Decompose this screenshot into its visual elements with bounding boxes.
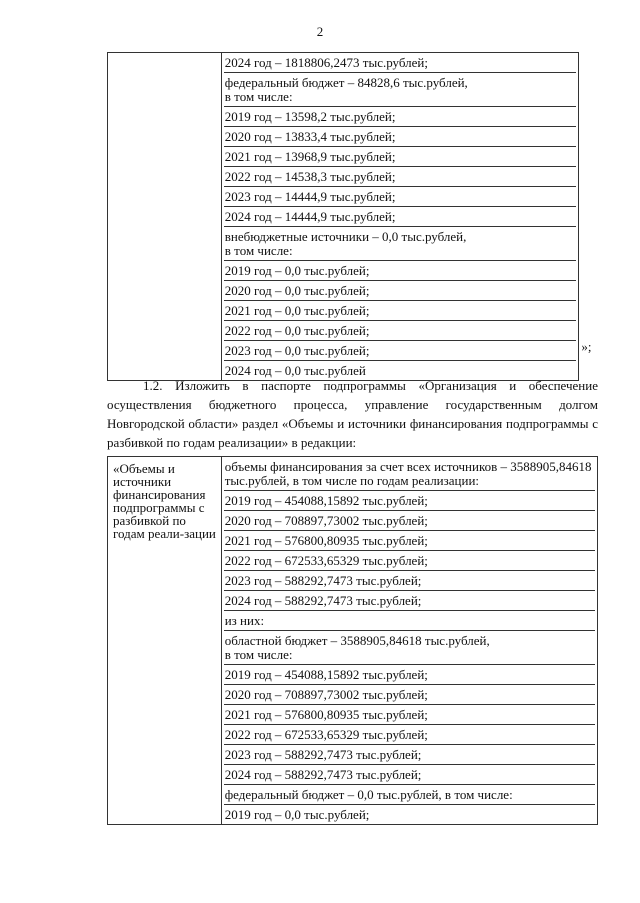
funding-line: 2022 год – 672533,65329 тыс.рублей;: [224, 550, 595, 570]
funding-lines-cell: [221, 457, 597, 825]
funding-line: 2022 год – 672533,65329 тыс.рублей;: [224, 724, 595, 744]
section-label: «Объемы и источники финансирования подпрограммы с разбивкой по годам реали-зации: [113, 461, 216, 541]
funding-line: 2020 год – 0,0 тыс.рублей;: [224, 280, 577, 300]
funding-line: федеральный бюджет – 84828,6 тыс.рублей, в том числе:: [224, 72, 577, 106]
label-cell: [108, 457, 222, 825]
paragraph-text: 1.2. Изложить в паспорте подпрограммы «Организация и обеспечение осуществления бюджетного процесса, управление государственным долгом Новгородской области» раздел «Объемы и источники финансирования подпрограммы с разбивкой по годам реализации» в редакции:: [107, 378, 598, 450]
funding-line: 2021 год – 576800,80935 тыс.рублей;: [224, 704, 595, 724]
funding-line: 2019 год – 13598,2 тыс.рублей;: [224, 106, 577, 126]
funding-line: внебюджетные источники – 0,0 тыс.рублей, в том числе:: [224, 226, 577, 260]
funding-line: 2023 год – 14444,9 тыс.рублей;: [224, 186, 577, 206]
page-number: 2: [316, 24, 324, 39]
funding-line: 2019 год – 0,0 тыс.рублей;: [224, 260, 577, 280]
funding-line: 2024 год – 588292,7473 тыс.рублей;: [224, 590, 595, 610]
funding-line: 2024 год – 588292,7473 тыс.рублей;: [224, 764, 595, 784]
funding-line: 2021 год – 13968,9 тыс.рублей;: [224, 146, 577, 166]
funding-line: 2019 год – 454088,15892 тыс.рублей;: [224, 664, 595, 684]
funding-line: 2022 год – 14538,3 тыс.рублей;: [224, 166, 577, 186]
closing-cell: [579, 53, 598, 381]
funding-line: 2020 год – 708897,73002 тыс.рублей;: [224, 510, 595, 530]
funding-line: 2020 год – 13833,4 тыс.рублей;: [224, 126, 577, 146]
budget-table-new: [107, 456, 598, 825]
funding-line: 2023 год – 0,0 тыс.рублей;: [224, 340, 577, 360]
budget-table-continued: [107, 52, 598, 381]
funding-line: 2022 год – 0,0 тыс.рублей;: [224, 320, 577, 340]
funding-line: 2023 год – 588292,7473 тыс.рублей;: [224, 570, 595, 590]
funding-line: 2021 год – 576800,80935 тыс.рублей;: [224, 530, 595, 550]
funding-line: 2019 год – 0,0 тыс.рублей;: [224, 804, 595, 824]
funding-line: 2021 год – 0,0 тыс.рублей;: [224, 300, 577, 320]
funding-line: 2020 год – 708897,73002 тыс.рублей;: [224, 684, 595, 704]
funding-line: 2024 год – 1818806,2473 тыс.рублей;: [224, 55, 429, 70]
funding-line: 2023 год – 588292,7473 тыс.рублей;: [224, 744, 595, 764]
closing-quote: »;: [581, 338, 592, 354]
funding-lines-cell: [221, 53, 579, 381]
funding-line: из них:: [224, 610, 595, 630]
funding-line: 2024 год – 14444,9 тыс.рублей;: [224, 206, 577, 226]
funding-line: областной бюджет – 3588905,84618 тыс.рублей, в том числе:: [224, 630, 595, 664]
empty-label-cell: [108, 53, 222, 381]
amendment-paragraph: [107, 376, 598, 452]
funding-line: 2024 год – 0,0 тыс.рублей: [224, 360, 577, 380]
funding-line: 2019 год – 454088,15892 тыс.рублей;: [224, 490, 595, 510]
funding-line: объемы финансирования за счет всех источников – 3588905,84618 тыс.рублей, в том числе по годам реализации:: [224, 459, 592, 488]
funding-line: федеральный бюджет – 0,0 тыс.рублей, в том числе:: [224, 784, 595, 804]
